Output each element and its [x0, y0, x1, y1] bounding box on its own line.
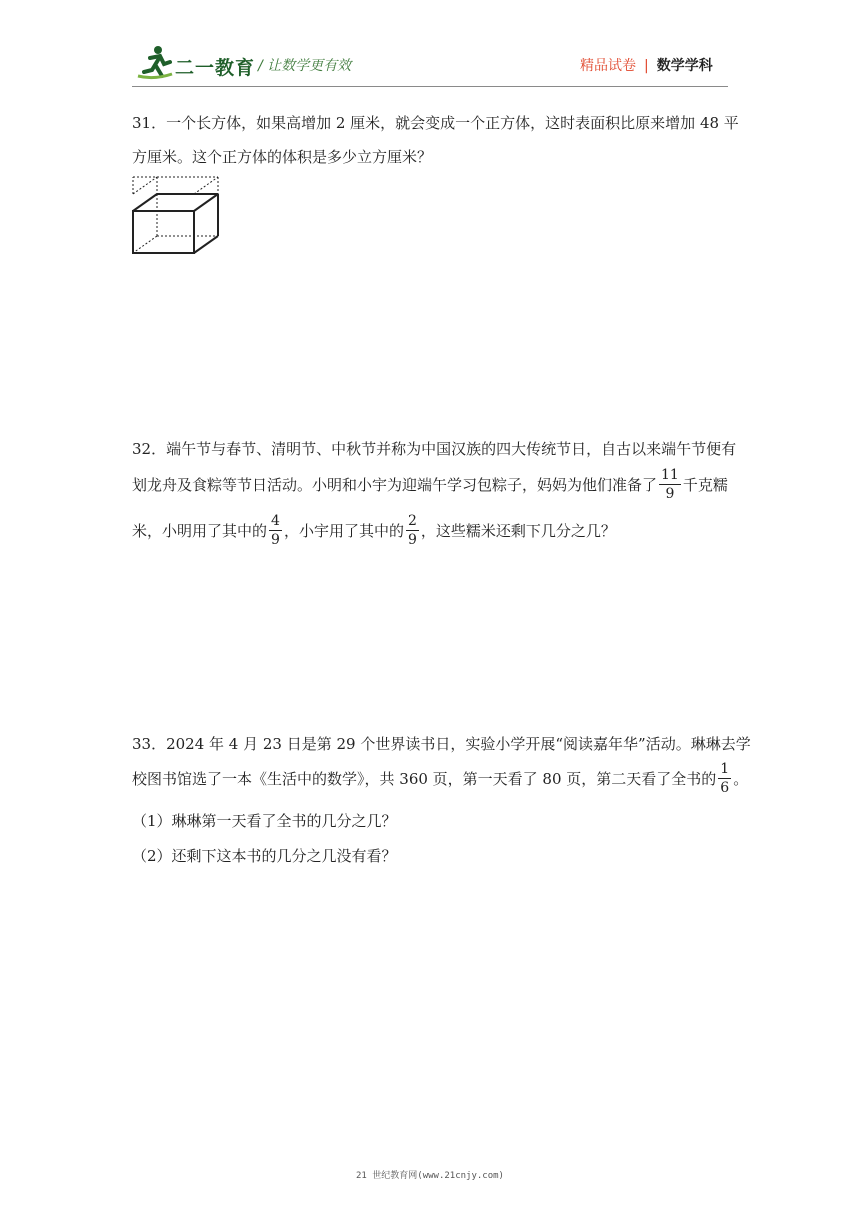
- fraction-denominator: 9: [407, 532, 417, 548]
- tag-subject: 数学学科: [656, 58, 713, 74]
- q32-line-3: [132, 514, 616, 547]
- q31-line-1: 31．一个长方体，如果高增加 2 厘米，就会变成一个正方体，这时表面积比原来增加 48 平: [132, 114, 739, 132]
- tag-premium-paper: 精品试卷: [580, 58, 636, 74]
- fraction-denominator: 6: [720, 780, 730, 796]
- fraction-numerator: 4: [271, 513, 280, 529]
- q32-line-1: 32．端午节与春节、清明节、中秋节并称为中国汉族的四大传统节日，自古以来端午节便有: [132, 440, 737, 458]
- fraction-11-9: [659, 468, 681, 501]
- fraction-denominator: 9: [665, 486, 675, 502]
- brand-logo-text: 二一教育: [175, 57, 256, 79]
- q33-line-1: 33．2024 年 4 月 23 日是第 29 个世界读书日，实验小学开展“阅读嘉年华”活动。琳琳去学: [132, 735, 751, 753]
- q33-sub-question-2: （2）还剩下这本书的几分之几没有看？: [132, 847, 397, 865]
- subject-tag: [580, 55, 713, 75]
- q33-sub-question-1: （1）琳琳第一天看了全书的几分之几？: [132, 812, 397, 830]
- page-footer: 21 世纪教育网(www.21cnjy.com): [356, 1171, 504, 1181]
- q32-text-2a: 划龙舟及食粽等节日活动。小明和小宇为迎端午学习包粽子，妈妈为他们准备了: [132, 476, 658, 494]
- q33-text-2b: 。: [733, 770, 749, 788]
- fraction-numerator: 1: [720, 761, 730, 777]
- fraction-numerator: 2: [407, 513, 417, 529]
- fraction-1-6: [718, 762, 731, 795]
- tag-separator: |: [644, 58, 649, 74]
- q32-text-3a: 米，小明用了其中的: [132, 522, 268, 540]
- fraction-denominator: 9: [271, 532, 280, 548]
- q32-line-2: [132, 468, 728, 501]
- fraction-numerator: 11: [661, 467, 679, 483]
- q32-text-2b: 千克糯: [682, 476, 728, 494]
- q32-text-3b: ，小宇用了其中的: [283, 522, 404, 540]
- header-divider: [132, 86, 728, 87]
- page-header: [0, 0, 860, 90]
- fraction-4-9: [269, 514, 282, 547]
- cuboid-figure: [132, 173, 222, 257]
- q32-text-3c: ，这些糯米还剩下几分之几？: [420, 522, 616, 540]
- fraction-2-9: [406, 514, 419, 547]
- q31-line-2: 方厘米。这个正方体的体积是多少立方厘米？: [132, 148, 433, 166]
- brand-slogan: / 让数学更有效: [258, 58, 352, 74]
- q33-line-2: [132, 762, 748, 795]
- runner-logo-icon: [136, 44, 176, 80]
- q33-text-2a: 校图书馆选了一本《生活中的数学》，共 360 页，第一天看了 80 页，第二天看了全书的: [132, 770, 717, 788]
